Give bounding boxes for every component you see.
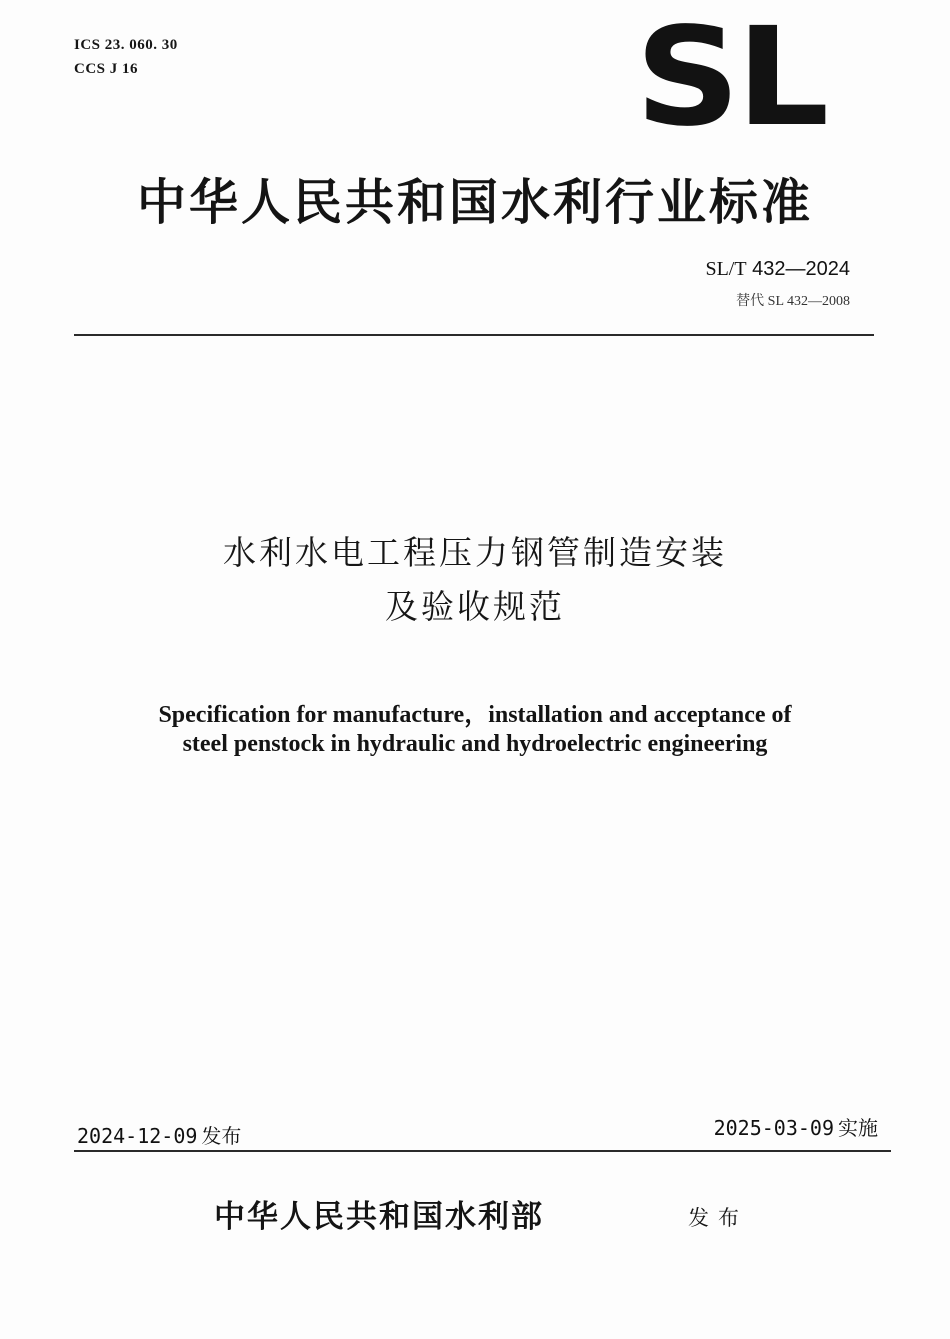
sl-logo-text: SL (635, 20, 826, 132)
standard-number-prefix: SL/T (705, 258, 747, 280)
english-title-line-2: steel penstock in hydraulic and hydroelectric engineering (182, 731, 768, 757)
issue-date (77, 1120, 241, 1149)
publish-label: 发布 (688, 1206, 748, 1230)
issue-date-value: 2024-12-09 (77, 1124, 198, 1148)
implementation-date-value: 2025-03-09 (713, 1116, 834, 1140)
ccs-code: CCS J 16 (74, 61, 139, 77)
top-divider (74, 334, 874, 336)
standard-category-title: 中华人民共和国水利行业标准 (136, 174, 813, 231)
sl-logo (632, 20, 828, 132)
ics-code: ICS 23. 060. 30 (74, 37, 178, 53)
issue-date-label: 发布 (201, 1124, 242, 1148)
standard-number (705, 258, 850, 281)
publisher-name: 中华人民共和国水利部 (214, 1199, 544, 1235)
chinese-title-line-2: 及验收规范 (385, 587, 565, 626)
english-title-line-1: Specification for manufacture，installation and acceptance of (158, 702, 792, 728)
implementation-date-label: 实施 (838, 1116, 878, 1140)
standard-number-value: 432—2024 (746, 258, 850, 280)
chinese-title-line-1: 水利水电工程压力钢管制造安装 (223, 533, 727, 572)
replaces-standard: 替代 SL 432—2008 (736, 294, 850, 309)
bottom-divider (74, 1150, 891, 1152)
implementation-date (714, 1112, 878, 1141)
